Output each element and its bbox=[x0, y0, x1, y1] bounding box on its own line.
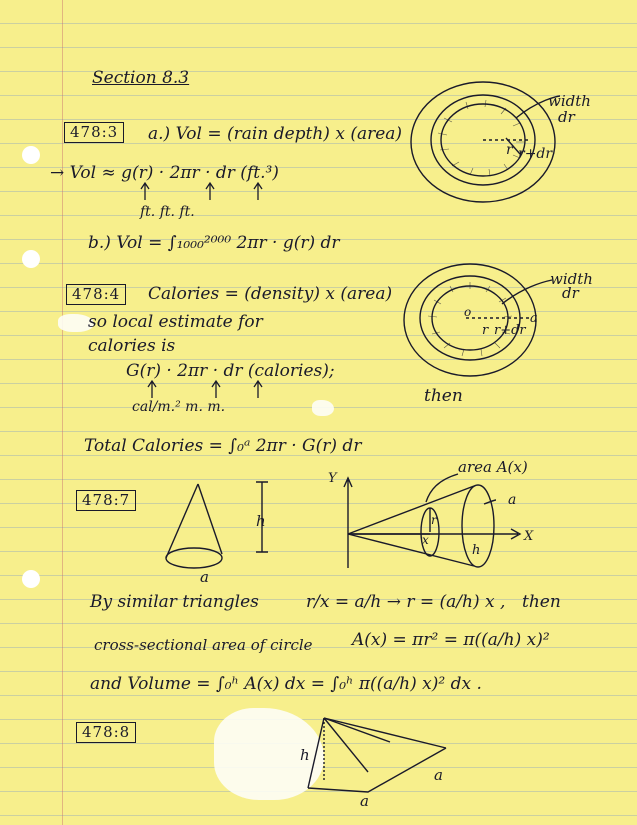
p3-line-b: b.) Vol = ∫₁₀₀₀²⁰⁰⁰ 2πr · g(r) dr bbox=[88, 233, 340, 253]
p7-cross: cross-sectional area of circle bbox=[94, 636, 313, 654]
p3-unit-arrows bbox=[130, 180, 290, 204]
p4-fig-dr: dr bbox=[562, 284, 579, 302]
p4-ring-figure bbox=[402, 262, 622, 382]
p7-fig-h: h bbox=[472, 543, 481, 558]
p8-pyramid-figure bbox=[220, 700, 480, 810]
p4-fig-a: a bbox=[530, 311, 538, 326]
margin-line bbox=[62, 0, 63, 825]
p7-cone-figure bbox=[160, 478, 280, 588]
p4-then: then bbox=[424, 386, 463, 406]
p4-line-is: calories is bbox=[88, 336, 176, 356]
p4-line-cal: Calories = (density) x (area) bbox=[148, 284, 393, 304]
p7-fig-a: a bbox=[508, 492, 517, 508]
p4-fig-r: r bbox=[482, 323, 489, 338]
p7-fig-x: x bbox=[422, 533, 429, 547]
p7-volume: and Volume = ∫₀ʰ A(x) dx = ∫₀ʰ π((a/h) x)² dx . bbox=[90, 674, 482, 694]
problem-label-478-8: 478:8 bbox=[76, 722, 136, 743]
p7-cone-h: h bbox=[256, 512, 266, 530]
p3-line-a: a.) Vol = (rain depth) x (area) bbox=[148, 124, 403, 144]
p4-units: cal/m.² m. m. bbox=[132, 399, 226, 415]
p7-cone-a: a bbox=[200, 568, 209, 586]
problem-label-478-4: 478:4 bbox=[66, 284, 126, 305]
problem-label-478-3: 478:3 bbox=[64, 122, 124, 143]
p7-eq-similar: r/x = a/h → r = (a/h) x , bbox=[306, 592, 506, 612]
p3-fig-r: r bbox=[506, 142, 513, 158]
p3-fig-width: width bbox=[548, 92, 591, 110]
p4-line-local: so local estimate for bbox=[88, 312, 263, 332]
p4-unit-arrows bbox=[140, 378, 280, 400]
binder-hole bbox=[22, 250, 40, 268]
p3-fig-dr: dr bbox=[558, 108, 575, 126]
p7-then: then bbox=[522, 592, 561, 612]
p3-line-vol: → Vol ≈ g(r) · 2πr · dr (ft.³) bbox=[50, 163, 279, 183]
p8-fig-a1: a bbox=[434, 766, 443, 784]
p3-units: ft. ft. ft. bbox=[140, 204, 195, 220]
correction-fluid bbox=[312, 400, 334, 416]
p7-axis-y: Y bbox=[328, 471, 337, 486]
p3-ring-figure bbox=[408, 78, 618, 206]
p8-fig-h: h bbox=[300, 746, 310, 764]
binder-hole bbox=[22, 146, 40, 164]
section-title: Section 8.3 bbox=[92, 68, 190, 88]
binder-hole bbox=[22, 570, 40, 588]
p4-fig-o: o bbox=[464, 305, 472, 319]
p7-eq-area: A(x) = πr² = π((a/h) x)² bbox=[352, 630, 550, 650]
p4-line-g: G(r) · 2πr · dr (calories); bbox=[126, 361, 335, 381]
p7-fig-r: r bbox=[431, 513, 437, 527]
p7-area-label: area A(x) bbox=[458, 458, 528, 476]
p3-fig-rdr: r+dr bbox=[518, 146, 553, 162]
p4-fig-rdr: r+dr bbox=[494, 323, 526, 338]
p7-similar: By similar triangles bbox=[90, 592, 259, 612]
p4-total: Total Calories = ∫₀ᵃ 2πr · G(r) dr bbox=[84, 436, 362, 456]
problem-label-478-7: 478:7 bbox=[76, 490, 136, 511]
p7-axes-figure bbox=[318, 450, 558, 580]
p4-fig-width: width bbox=[550, 270, 593, 288]
p7-axis-x: X bbox=[524, 529, 534, 544]
p8-fig-a2: a bbox=[360, 792, 369, 810]
